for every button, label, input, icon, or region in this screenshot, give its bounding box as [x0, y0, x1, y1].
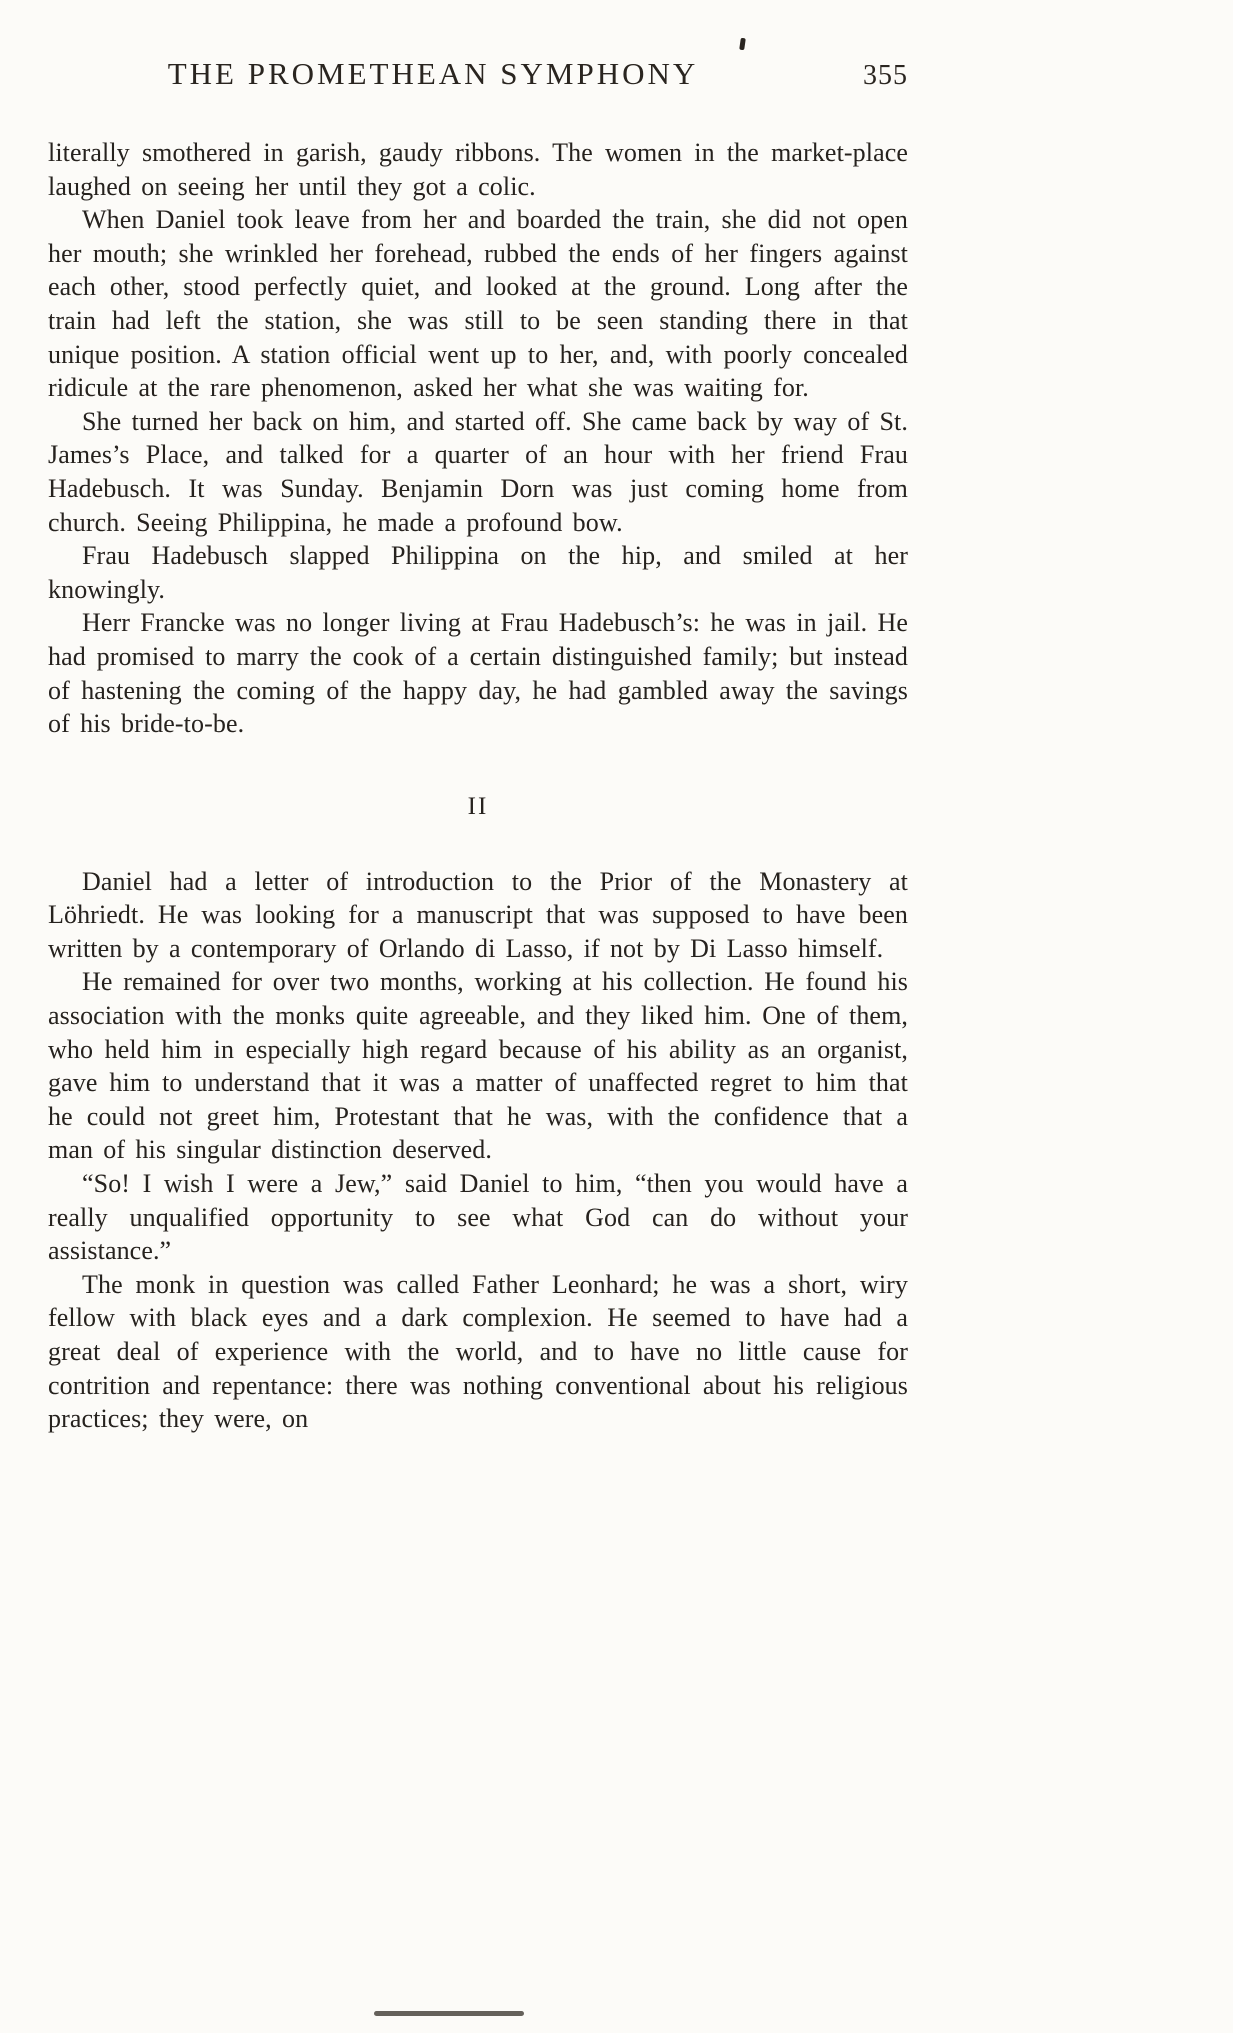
paragraph: Frau Hadebusch slapped Philippina on the hip, and smiled at her knowingly. — [48, 541, 908, 604]
paragraph: He remained for over two months, working at his collection. He found his association with the monks quite agreeable, and they liked him. One of them, who held him in especially high regard because of his ability as an organist, gave him to understand that it was a matter of unaffected regret to him that he could not greet him, Protestant that he was, with the confidence that a man of his singular distinction deserved. — [48, 967, 908, 1165]
scan-artifact-smudge — [374, 2011, 524, 2016]
page-content — [48, 0, 908, 1436]
paragraph: literally smothered in garish, gaudy ribbons. The women in the market-place laughed on seeing her until they got a colic. — [48, 138, 908, 201]
paragraph: When Daniel took leave from her and boarded the train, she did not open her mouth; she wrinkled her forehead, rubbed the ends of her fingers against each other, stood perfectly quiet, and looked at the ground. Long after the train had left the station, she was still to be seen standing there in that unique position. A station official went up to her, and, with poorly concealed ridicule at the rare phenomenon, asked her what she was waiting for. — [48, 205, 908, 403]
section-heading: II — [467, 792, 489, 820]
page-number: 355 — [863, 60, 908, 91]
paragraph: She turned her back on him, and started off. She came back by way of St. James’s Place, and talked for a quarter of an hour with her friend Frau Hadebusch. It was Sunday. Benjamin Dorn was just coming home from church. Seeing Philippina, he made a profound bow. — [48, 406, 908, 537]
paragraph: Daniel had a letter of introduction to the Prior of the Monastery at Löhriedt. He was looking for a manuscript that was supposed to have been written by a contemporary of Orlando di Lasso, if not by Di Lasso himself. — [48, 866, 908, 963]
paragraph: The monk in question was called Father Leonhard; he was a short, wiry fellow with black eyes and a dark complexion. He seemed to have had a great deal of experience with the world, and to have no little cause for contrition and repentance: there was nothing conventional about his religious practices; they were, on — [48, 1269, 908, 1434]
page-header-title: THE PROMETHEAN SYMPHONY — [167, 56, 699, 91]
paragraph: “So! I wish I were a Jew,” said Daniel to him, “then you would have a really unqualified opportunity to see what God can do without your assistance.” — [48, 1169, 908, 1266]
body-text — [48, 136, 908, 1436]
page-header — [48, 56, 908, 102]
paragraph: Herr Francke was no longer living at Frau Hadebusch’s: he was in jail. He had promised to marry the cook of a certain distinguished family; but instead of hastening the coming of the happy day, he had gambled away the savings of his bride-to-be. — [48, 608, 908, 739]
